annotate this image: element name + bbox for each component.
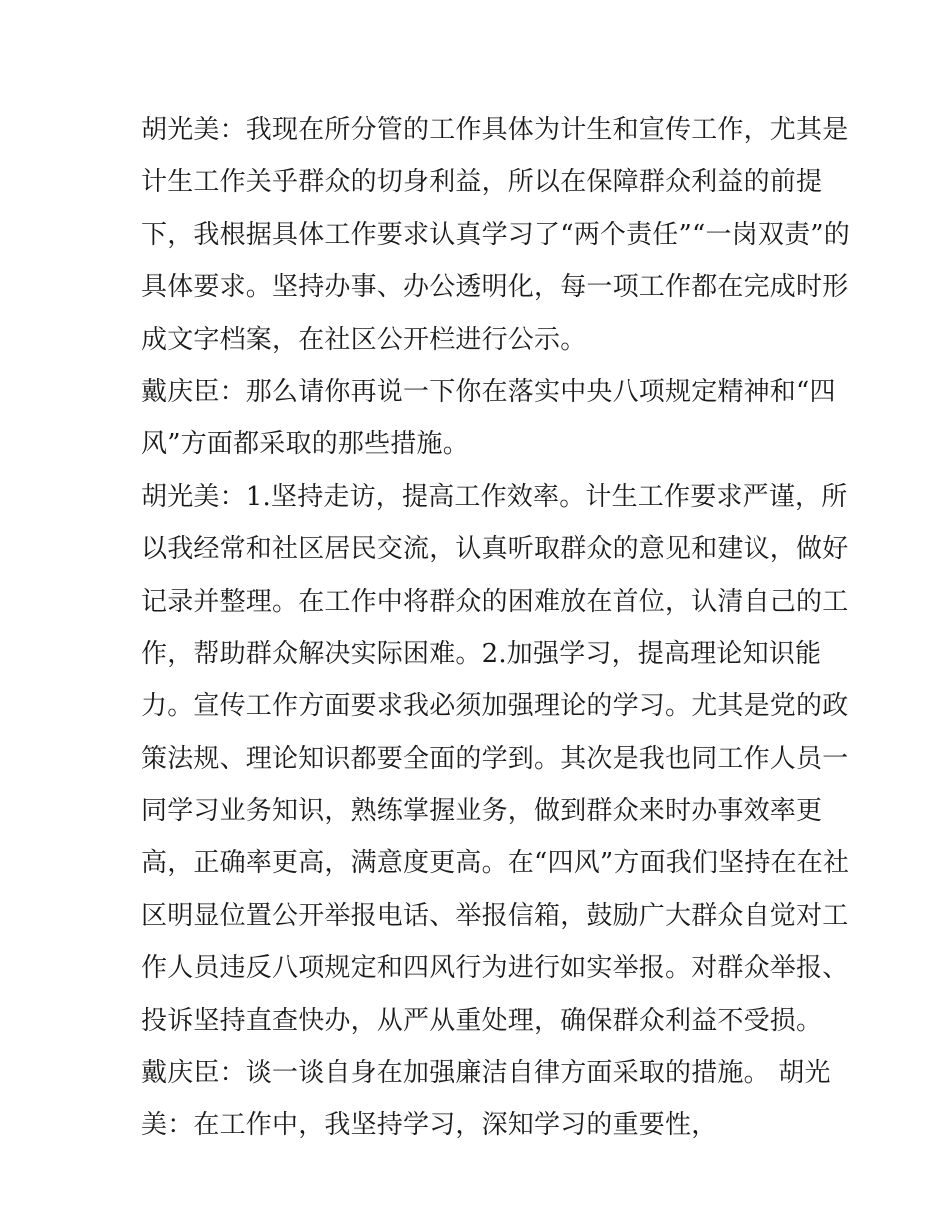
text-line: 以我经常和社区居民交流，认真听取群众的意见和建议，做好 [141, 534, 849, 565]
text-line: 成文字档案，在社区公开栏进行公示。 [141, 324, 587, 355]
text-line: 作，帮助群众解决实际困难。2.加强学习，提高理论知识能 [141, 638, 822, 669]
text-line: 力。宣传工作方面要求我必须加强理论的学习。尤其是党的政 [141, 691, 849, 722]
text-line: 具体要求。坚持办事、办公透明化，每一项工作都在完成时形 [141, 272, 849, 303]
text-line: 戴庆臣：谈一谈自身在加强廉洁自律方面采取的措施。 胡光 [141, 1058, 831, 1089]
text-line: 高，正确率更高，满意度更高。在“四风”方面我们坚持在在社 [141, 848, 850, 879]
text-line: 胡光美：1.坚持走访，提高工作效率。计生工作要求严谨，所 [141, 481, 848, 512]
document-body [141, 107, 850, 1155]
text-line: 戴庆臣：那么请你再说一下你在落实中央八项规定精神和“四 [141, 376, 836, 407]
text-line: 同学习业务知识，熟练掌握业务，做到群众来时办事效率更 [141, 796, 823, 827]
text-line: 策法规、理论知识都要全面的学到。其次是我也同工作人员一 [141, 743, 849, 774]
text-line: 作人员违反八项规定和四风行为进行如实举报。对群众举报、 [141, 953, 849, 984]
text-line: 风”方面都采取的那些措施。 [141, 429, 469, 460]
text-line: 美：在工作中，我坚持学习，深知学习的重要性， [141, 1110, 718, 1141]
text-line: 投诉坚持直查快办，从严从重处理，确保群众利益不受损。 [141, 1005, 823, 1036]
text-line: 记录并整理。在工作中将群众的困难放在首位，认清自己的工 [141, 586, 849, 617]
text-line: 下，我根据具体工作要求认真学习了“两个责任”“一岗双责”的 [141, 219, 850, 250]
text-line: 胡光美：我现在所分管的工作具体为计生和宣传工作，尤其是 [141, 115, 849, 145]
text-line: 计生工作关乎群众的切身利益，所以在保障群众利益的前提 [141, 167, 823, 198]
text-line: 区明显位置公开举报电话、举报信箱，鼓励广大群众自觉对工 [141, 900, 849, 931]
